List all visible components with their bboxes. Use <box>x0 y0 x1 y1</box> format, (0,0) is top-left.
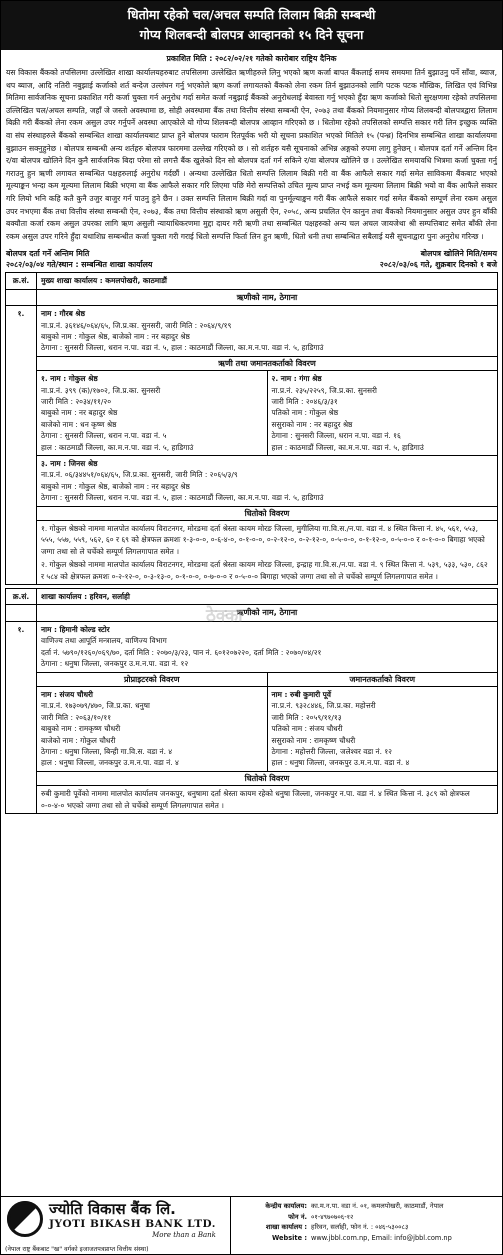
collateral-details <box>37 786 497 813</box>
sn-header: क्र.सं. <box>6 273 37 289</box>
borrower-registry: वाणिज्य तथा आपूर्ति मन्त्रालय, वाणिज्य विभाग <box>41 636 167 646</box>
guarantor-2-line: पतिको नाम : गोकुल श्रेष्ठ <box>271 408 339 418</box>
proprietor-guarantor-grid <box>37 686 497 772</box>
borrower-name: नाम : हिमानी कोल्ड स्टोर <box>41 624 110 634</box>
guarantor-1-name: १. नाम : गोकुल श्रेष्ठ <box>41 374 98 384</box>
guarantor-2-line: जारी मिति : २०४६/३/३१ <box>271 396 338 406</box>
contact-row <box>237 1233 496 1244</box>
guarantor-3-line: ना.प्र.नं. ०६/३४४५१/०६४/६५, जि.प्र.का. सुनसरी, जारी मिति : २०६५/३/९ <box>41 470 238 480</box>
deadline-values <box>6 259 497 270</box>
borrower-details <box>37 622 497 672</box>
watermark-logo: ठेक्का <box>206 606 243 626</box>
guarantor-line: हाल : धनुषा जिल्ला, जनकपुर उ.म.न.पा. वडा नं. ४ <box>271 758 410 768</box>
borrower-name: नाम : गौरब श्रेष्ठ <box>41 309 86 319</box>
contact-info <box>231 1197 502 1255</box>
serial-number: १. <box>6 621 37 813</box>
footer <box>1 1196 502 1255</box>
title-line-1: धितोमा रहेको चल/अचल सम्पति लिलाम बिक्री सम्बन्धी <box>127 7 376 22</box>
borrower-citizenship: ना.प्र.नं. ३६१४६/०६४/६५, जि.प्र.का. सुनसरी, जारी मिति : २०६४/९/१९ <box>41 320 232 330</box>
license-note: (नेपाल राष्ट्र बैंकबाट "ख" वर्गको इजाजतपत्रप्राप्त वित्तीय संस्था) <box>5 1246 149 1253</box>
guarantor-line: ठेगाना : महोत्तरी जिल्ला, जलेश्वर वडा नं. १२ <box>271 746 393 756</box>
guarantor-2-name: २. नाम : गंगा श्रेष्ठ <box>271 374 322 384</box>
website-email[interactable]: www.jbbl.com.np, Email: info@jbbl.com.np <box>311 1233 452 1242</box>
bank-logo-block <box>1 1197 231 1255</box>
proprietor-line: हाल : धनुषा जिल्ला, जनकपुर उ.म.न.पा. वडा नं. ४ <box>41 758 179 768</box>
guarantor-details <box>268 687 498 771</box>
registration-deadline-value: २०८२/०३/०४ गते/स्थान : सम्बन्धित शाखा कार्यालय <box>6 260 153 270</box>
proprietor-line: ना.प्र.नं. १७३०७९/४७०, जि.प्र.का. धनुषा <box>41 701 150 711</box>
borrower-header: ऋणीको नाम, ठेगाना <box>37 289 498 305</box>
guarantor-grid <box>37 371 497 456</box>
guarantor-1-line: बाबुको नाम : नर बहादुर श्रेष्ठ <box>41 408 118 418</box>
guarantor-1-line: हाल : काठमाडौं जिल्ला, का.म.न.पा. वडा नं. ५, हाडिगाउं <box>41 442 194 452</box>
guarantor-header: ऋणी तथा जमानतकर्ताको विवरण <box>37 356 497 371</box>
deadline-labels <box>6 248 497 259</box>
collateral-item: रुबी कुमारी पूर्वेको नाममा मालपोत कार्यालय जनकपुर, धनुषामा दर्ता श्रेस्ता कायम रहेको धनुषा जिल्ला, जनकपुर न.पा. वडा नं. ४ स्थित कित्ता नं. ३८९ को क्षेत्रफल ०-०-४-० भएको जग्गा तथा सो ले चर्चेको सम्पूर्ण लिगलगापात समेत । <box>41 789 470 810</box>
contact-label: Website : <box>272 1233 307 1242</box>
opening-date-value: २०८२/०३/०६ गते, शुक्रबार दिनको १ बजे <box>379 260 497 270</box>
guarantor-1-line: ठेगाना : सुनसरी जिल्ला, धरान न.पा. वडा नं. ५ <box>41 431 167 441</box>
branch-table-harion <box>5 588 498 814</box>
borrower-family: बाबुको नाम : गोकुल श्रेष्ठ, बाजेको नाम : नर बहादुर श्रेष्ठ <box>41 331 190 341</box>
proprietor-line: जारी मिति : २०६३/१०/११ <box>41 712 112 722</box>
borrower-address: ठेगाना : सुनसरी जिल्ला, धरान न.पा. वडा नं. ५, हाल : काठमाडौं जिल्ला, का.म.न.पा. वडा नं. ५, हाडिगाउं <box>41 343 324 353</box>
collateral-header: धितोको विवरण <box>37 772 497 786</box>
contact-row <box>237 1222 496 1233</box>
contact-label: फोन नं. <box>288 1212 307 1221</box>
guarantor-1 <box>37 371 268 455</box>
contact-label: शाखा कार्यालय : <box>265 1223 307 1232</box>
bank-name-english: JYOTI BIKASH BANK LTD. <box>49 1218 216 1230</box>
guarantor-3 <box>37 456 497 506</box>
guarantor-3-line: बाबुको नाम : गोकुल श्रेष्ठ, बाजेको नाम : नर बहादुर श्रेष्ठ <box>41 481 190 491</box>
proprietor-guarantor-headers <box>37 672 497 686</box>
collateral-item: १. गोकुल श्रेष्ठको नाममा मालपोत कार्यालय विराटनगर, मोरङमा दर्ता श्रेस्ता कायम मोरङ जिल्ला, मुगीलिया गा.वि.स./न.पा. वडा नं. ४ स्थित कित्ता नं. ४५, ५६१, ५५३, ५५५, ५५७, ५५९, ५६२, ६० र ६९ को क्षेत्रफल क्रमशः १-३-०-०, ०-६-४-०, ०-१-०-०, ०-२-१२-०, ०-२-१२-०, ०-५-०-०, ०-१-१२-०, ०-५-०-० र ०-१-०-० बिगाहा भएको जग्गा तथा सो ले चर्चेको सम्पूर्ण लिगलगापात समेत । <box>41 524 485 556</box>
borrower-details <box>37 306 497 356</box>
proprietor-line: बाजेको नाम : गोकुल चौधरी <box>41 735 116 745</box>
branch-table-main <box>5 272 498 585</box>
notice-body: यस विकास बैंकको तपसिलमा उल्लेखित शाखा कार्यालयहरुबाट तपसिलमा उल्लेखित ऋणीहरुले लिनु भएको ऋण कर्जा बापत बैंकलाई समय समयमा तिर्न बुझाउनु पर्ने साँवा, ब्याज, थप ब्याज, आदि नतिरी नबुझाई कर्जाको शर्त बन्देज उल्लंघन गर्नु भएकोले ऋण कर्जा लगायतको बैंकको लेना रकम तिर्न बुझाउनको लागि पटक पटक मौखिक, लिखित एवं विभिन्न मितिमा सार्वजनिक सूचना प्रकाशित गरी कर्जा चुक्ता गर्न अनुरोध गर्दा समेत कर्जा नबुझाई बैंकको अनुरोधलाई बेवास्ता गर्नु भएको हुँदा ऋण कर्जाको धितो सुरक्षणमा रहेको तपसिलमा उल्लिखित चल/अचल सम्पति, जहाँ जे जस्तो अवस्थामा छ, सोही अवस्थामा बैंक तथा वित्तीय संस्था सम्बन्धी ऐन, २०७३ तथा बैंकको नियमानुसार गोप्य शिलबन्दी बोलपत्रद्वारा लिलाम बिक्री गरी बैंकको लेना रकम असुल उपर गर्नुपर्ने अवस्था आएकोले यो गोप्य शिलबन्दी बोलपत्र आव्हान गरिएको छ । धितोमा रहेको तपसिलको सम्पत्ति सकार गरी लिन इच्छुक व्यक्ति वा संघ संस्थाहरुले बैंकको सम्बन्धित शाखा कार्यालयबाट प्राप्त हुने बोलपत्र फाराम रितपूर्वक भरी यो सूचना प्रकाशित भएको मितिले १५ (पन्ध्र) दिनभित्र सम्बन्धित शाखा कार्यालयमा बुझाउन सक्नुहुनेछ । बोलपत्र सम्बन्धी अन्य शर्तहरु बोलपत्र फारममा उल्लेख गरिएको छ । सो शर्तहरु यसै सूचनाको अभिन्न अङ्गको रुपमा लागु हुनेछन् । बोलपत्र दर्ता गर्ने अन्तिम दिन र/वा बोलपत्र खोलिने दिन कुनै सार्वजनिक बिदा परेमा सो लगत्तै बैंक खुलेको दिन सो बोलपत्र दर्ता गर्न सकिने र/वा बोलपत्र खोलिने छ । उल्लेखित समयावधि भित्रमा कर्जा चुक्ता गर्नु गराउनु हुन ऋणी लगायत सम्बन्धित पक्षहरुलाई अनुरोध गर्दछौं । अन्यथा उल्लेखित धितो सम्पत्ति लिलाम बिक्री गरी वा बैंक आफैले सकार गर्दा समेत साविकमा बैंकबाट भएको मूल्याङ्कन भन्दा कम मूल्यमा लिलाम बिक्री भएमा वा बैंक आफैले सकार गरि लिएमा पछि मेरो सम्पत्तिको उचित मूल्य प्राप्त नभई कम मूल्यमा लिलाम बिक्री भयो वा बैंक आफैले सकार गरि लियो भनि कहि कतै कुनै उजुर बाजुर गर्न पाउनु हुने छैन । उक्त सम्पत्ति लिलाम बिक्री गर्दा वा पुनर्मूल्याङ्कन गरी बैंक आफैले सकार गर्दा समेत बैंकको सम्पूर्ण लेना रकम असुल उपर नभएमा बैंक तथा वित्तीय संस्था सम्बन्धी ऐन, २०७३, बैंक तथा वित्तीय संस्थाको ऋण असुली ऐन, २०५८, अन्य प्रचलित ऐन कानुन तथा बैंकको नियमानुसार असुल उपर हुन बाँकी बक्यौता कर्जा रकम असुल उपरका लागि ऋण असुली न्यायाधिकरणमा मुद्दा दायर गरी ऋणी तथा सम्बन्धित पक्षहरुको अन्य चल अचल जायजेथा श्री सम्पत्तिबाट समेत बाँकी लेना रकम असुल उपर गरिने हुँदा यथाशिघ्र सम्बन्धीत कर्जा चुक्ता गरी गराई धितो सम्पत्ति फिर्ता लिन हुन ऋणी, धितो धनी तथा सम्बन्धित सबैलाई यसै सूचनाद्वारा पुनः अनुरोध गरिन्छ । <box>6 68 497 241</box>
contact-label: केन्द्रीय कार्यालय: <box>265 1202 307 1210</box>
borrower-header: ऋणीको नाम, ठेगाना <box>37 605 498 621</box>
guarantor-1-line: जारी मिति : २०३४/११/२० <box>41 396 112 406</box>
guarantor-name: नाम : रुबी कुमारी पूर्वे <box>271 689 331 699</box>
borrower-address: ठेगाना : धनुषा जिल्ला, जनकपुर उ.म.न.पा. वडा नं. १२ <box>41 659 189 669</box>
guarantor-1-line: बाजेको नाम : धन कृष्ण श्रेष्ठ <box>41 419 117 429</box>
bank-logo-icon <box>7 1201 43 1237</box>
guarantor-1-line: ना.प्र.नं. ३९९ (क)/१७०२, जि.प्र.का. सुनसरी <box>41 385 161 395</box>
collateral-header: धितोको विवरण <box>37 506 497 521</box>
contact-value: का.म.न.पा. वडा नं. ०१, कमलपोखरी, काठमाडौं, नेपाल <box>311 1202 444 1210</box>
proprietor-name: नाम : संजय चौधरी <box>41 689 93 699</box>
notice-title-banner <box>1 1 502 50</box>
proprietor-details <box>37 687 268 771</box>
collateral-details <box>37 521 497 584</box>
proprietor-header: प्रोप्राइटरको विवरण <box>37 673 268 686</box>
proprietor-line: ठेगाना : धनुषा जिल्ला, बिन्ही गा.वि.स. वडा नं. ४ <box>41 746 173 756</box>
guarantor-line: ना.प्र.नं. ९३२८४४६, जि.प्र.का. महोत्तरी <box>271 701 376 711</box>
collateral-item: २. गोकुल श्रेष्ठको नाममा मालपोत कार्यालय विराटनगर, मोरङमा दर्ता श्रेस्ता कायम मोरङ जिल्ला, इन्द्राह गा.वि.स./न.पा. वडा नं. ९ स्थित कित्ता नं. ५३९, ५३३, ५३०, ८६२ र ५८४ को क्षेत्रफल क्रमशः ०-२-१२-०, ०-३-१३-०, ०-१-०-०, ०-७-०-० र ०-५-०-० बिगाहा भएको जग्गा तथा सो ले चर्चेको सम्पूर्ण लिगलगापात समेत । <box>41 560 488 581</box>
contact-value: हरिवन, सर्लाही, फोन नं. : ०४६-५३००८३ <box>311 1223 409 1232</box>
bank-name-nepali: ज्योति विकास बैंक लि. <box>49 1200 176 1218</box>
title-line-2: गोप्य शिलबन्दी बोलपत्र आव्हानको १५ दिने सूचना <box>139 27 364 42</box>
guarantor-3-line: ठेगाना : सुनसरी जिल्ला, धरान न.पा. वडा नं. ५, हाल : काठमाडौं जिल्ला, का.म.न.पा. वडा नं. ५, हाडिगाउं <box>41 493 324 503</box>
guarantor-3-name: ३. नाम : जिनस श्रेष्ठ <box>41 459 98 468</box>
guarantor-2-line: ठेगाना : सुनसरी जिल्ला, धरान न.पा. वडा नं. १६ <box>271 431 401 441</box>
guarantor-2 <box>268 371 498 455</box>
guarantor-line: जारी मिति : २०५९/११/१३ <box>271 712 342 722</box>
guarantor-line: पतिको नाम : संजय चौधरी <box>271 724 343 734</box>
sn-header: क्र.सं. <box>6 589 37 605</box>
office-name: शाखा कार्यालय : हरिवन, सर्लाही <box>37 589 498 605</box>
guarantor-2-line: ना.प्र.नं. २३५/२२५९, जि.प्र.का. सुनसरी <box>271 385 377 395</box>
guarantor-2-line: ससुराको नाम : नर बहादुर श्रेष्ठ <box>271 419 353 429</box>
proprietor-line: बाबुको नाम : रामकृष्ण चौधरी <box>41 724 121 734</box>
guarantor-header: जमानतकर्ताको विवरण <box>349 674 416 684</box>
serial-number: १. <box>6 306 37 585</box>
publication-date: प्रकाशित मिति : २०८२/०२/२१ गतेको कारोबार राष्ट्रिय दैनिक <box>166 54 337 63</box>
borrower-registration: दर्ता नं. ५७९०/१२६०/०६९/७०, दर्ता मिति : २०७०/३/२३, पान नं. ६०१२०७२२०, दर्ता मिति : २०७०/०४/२१ <box>41 647 322 657</box>
office-name: मुख्य शाखा कार्यालय : कमलपोखरी, काठमाडौं <box>37 273 498 289</box>
contact-value: ०१-४९७०७०६-१२ <box>311 1212 354 1221</box>
opening-date-label: बोलपत्र खोलिने मिति/समय <box>420 249 497 259</box>
contact-row <box>237 1212 496 1223</box>
registration-deadline-label: बोलपत्र दर्ता गर्ने अन्तिम मिति <box>6 249 90 259</box>
bank-tagline: More than a Bank <box>152 1231 216 1239</box>
guarantor-line: ससुराको नाम : रामकृष्ण चौधरी <box>271 735 356 745</box>
contact-row <box>237 1201 496 1212</box>
guarantor-2-line: हाल : काठमाडौं जिल्ला, का.म.न.पा. वडा नं. ५, हाडिगाउं <box>271 442 424 452</box>
